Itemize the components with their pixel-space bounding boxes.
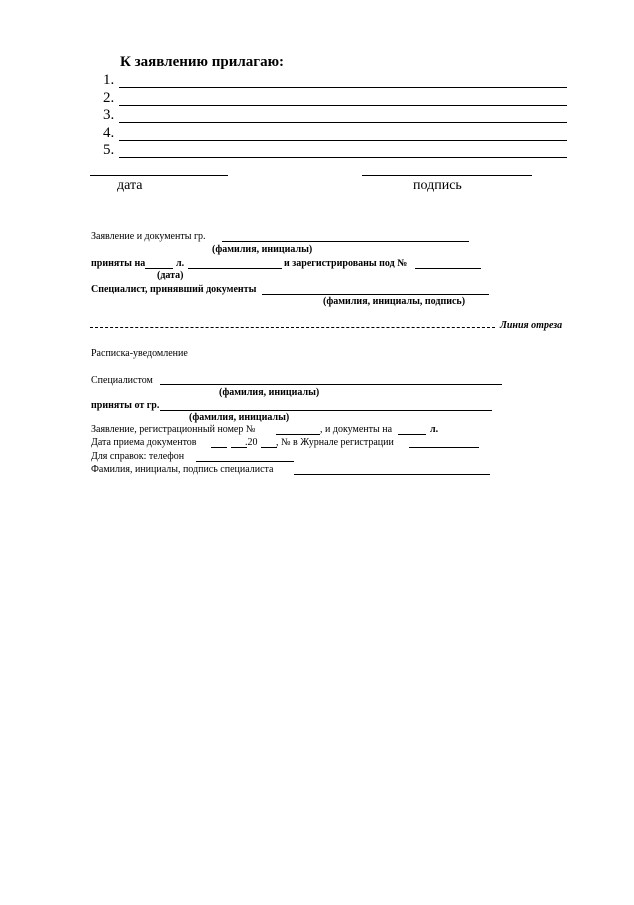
docs-from-hint: (фамилия, инициалы) [212, 244, 313, 255]
specialist-label: Специалистом [91, 375, 153, 386]
attachment-number-5: 5. [103, 142, 115, 158]
specialist-sign-field[interactable] [294, 474, 490, 475]
specialist-sign-label: Фамилия, инициалы, подпись специалиста [91, 464, 274, 475]
specialist-accepted-line[interactable] [262, 294, 489, 295]
attachment-line-5[interactable] [119, 157, 567, 158]
date-label: дата [117, 178, 143, 193]
specialist-line[interactable] [160, 384, 502, 385]
attachment-number-3: 3. [103, 107, 115, 123]
attachment-line-2[interactable] [119, 105, 567, 106]
attachment-number-2: 2. [103, 90, 115, 106]
docs-pages-suffix: л. [430, 424, 439, 435]
registration-label: Заявление, регистрационный номер № [91, 424, 256, 435]
received-from-label: приняты от гр. [91, 400, 160, 411]
date-hint: (дата) [157, 270, 184, 281]
specialist-accepted-label: Специалист, принявший документы [91, 284, 257, 295]
accept-day-field[interactable] [211, 447, 227, 448]
journal-number-field[interactable] [409, 447, 479, 448]
attachment-line-1[interactable] [119, 87, 567, 88]
accepted-on-label: приняты на [91, 258, 146, 269]
docs-on-label: , и документы на [320, 424, 393, 435]
accept-date-label: Дата приема документов [91, 437, 197, 448]
attachment-line-3[interactable] [119, 122, 567, 123]
pages-count-line[interactable] [145, 268, 173, 269]
phone-label: Для справок: телефон [91, 451, 185, 462]
received-from-line[interactable] [160, 410, 492, 411]
docs-pages-field[interactable] [398, 434, 426, 435]
attachment-line-4[interactable] [119, 140, 567, 141]
attachment-number-4: 4. [103, 125, 115, 141]
registration-number-line[interactable] [415, 268, 481, 269]
phone-field[interactable] [196, 461, 294, 462]
notice-title: Расписка-уведомление [91, 348, 188, 359]
docs-from-label: Заявление и документы гр. [91, 231, 206, 242]
cut-dashed-line [90, 327, 495, 328]
accept-year-field[interactable] [261, 447, 277, 448]
journal-label: , № в Журнале регистрации [276, 437, 394, 448]
signature-label: подпись [413, 178, 462, 193]
attachment-number-1: 1. [103, 72, 115, 88]
cut-line-label: Линия отреза [500, 320, 563, 331]
attachments-title: К заявлению прилагаю: [120, 54, 285, 70]
registered-under-label: и зарегистрированы под № [284, 258, 408, 269]
specialist-accepted-hint: (фамилия, инициалы, подпись) [323, 296, 466, 307]
signature-line[interactable] [362, 175, 532, 176]
docs-from-line[interactable] [222, 241, 469, 242]
specialist-hint: (фамилия, инициалы) [219, 387, 320, 398]
pages-suffix: л. [176, 258, 185, 269]
received-from-hint: (фамилия, инициалы) [189, 412, 290, 423]
date-line[interactable] [90, 175, 228, 176]
registration-number-field[interactable] [276, 434, 320, 435]
accept-year-prefix: .20 [245, 437, 258, 448]
accepted-date-line[interactable] [188, 268, 282, 269]
